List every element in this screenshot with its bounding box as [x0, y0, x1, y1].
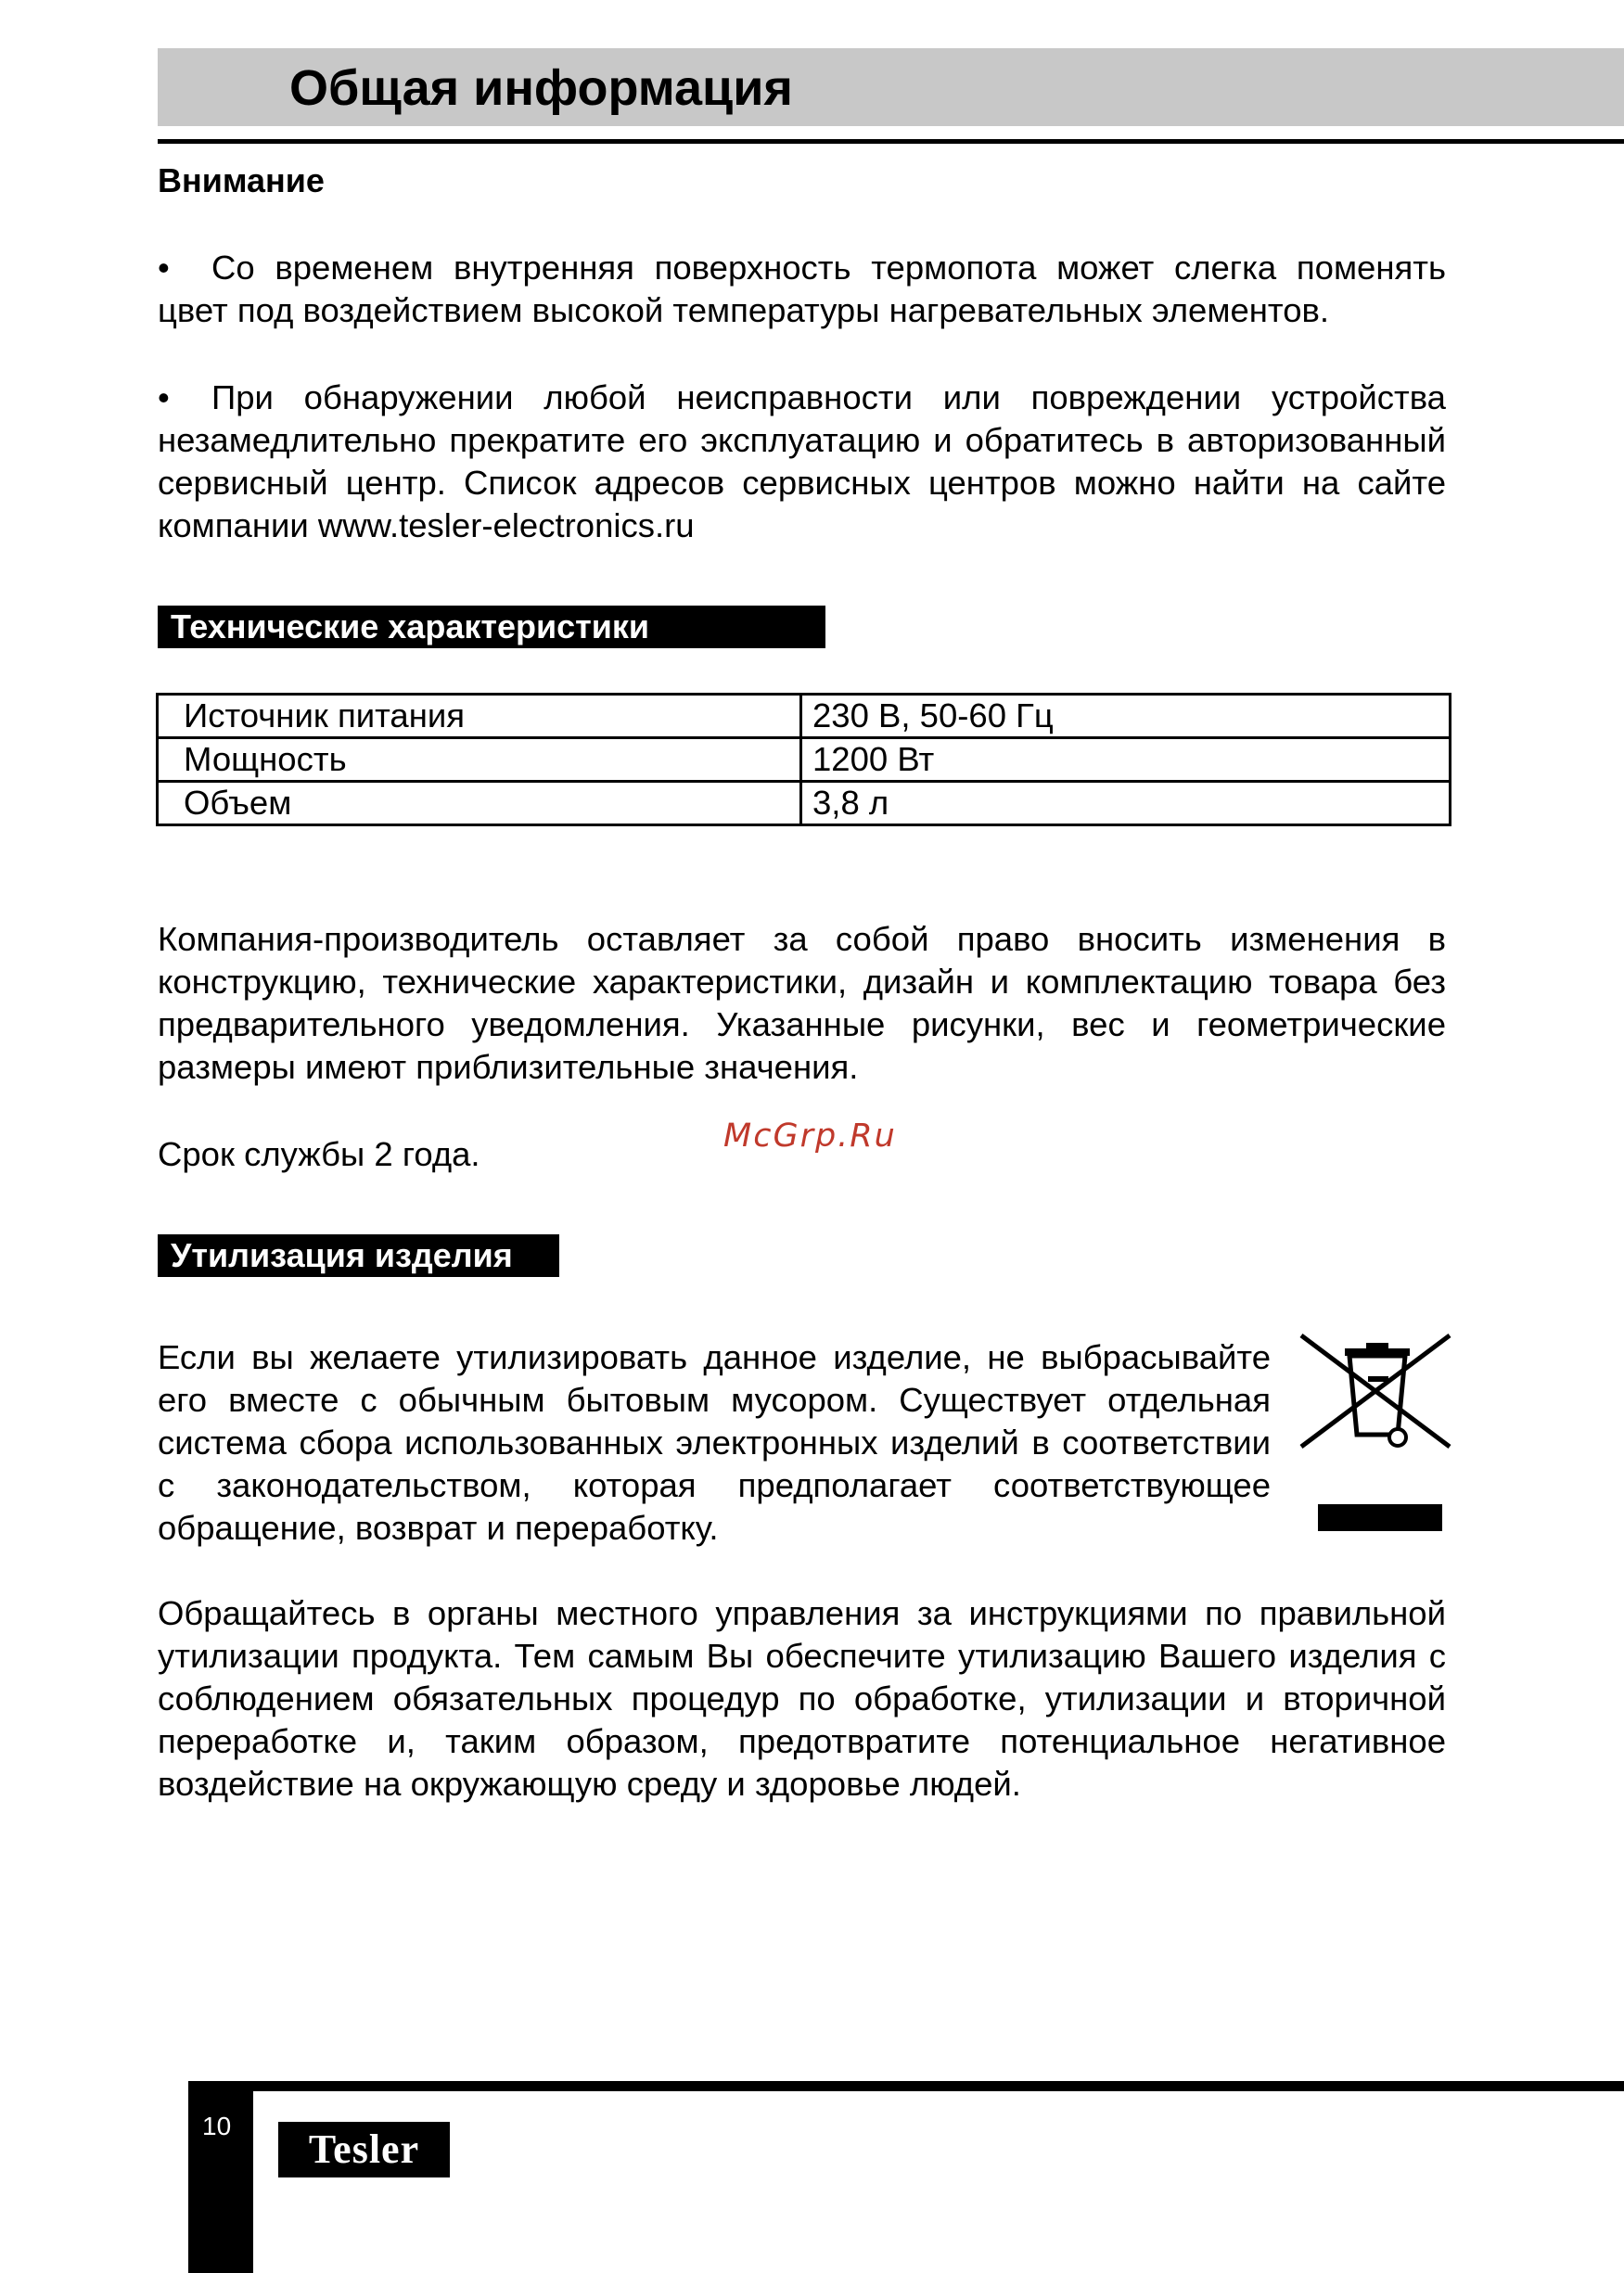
disposal-paragraph-2: Обращайтесь в органы местного управления за инструкциями по правильной утилизации продукта. Тем самым Вы обеспечите утилизацию Вашего изделия с соблюдением обязательных процедур по обработке, утилизации и вторичной переработке и, таким образом, предотвратите потенциальное негативное воздействие на окружающую среду и здоровье людей. — [158, 1594, 1446, 1803]
service-life: Срок службы 2 года. — [158, 1135, 480, 1173]
spec-value: 230 В, 50-60 Гц — [801, 695, 1451, 738]
bullet-icon: • — [158, 378, 170, 416]
table-row — [158, 782, 1451, 825]
page-number: 10 — [202, 2112, 232, 2140]
disposal-heading: Утилизация изделия — [158, 1234, 559, 1277]
attention-bullet-2 — [158, 377, 1446, 547]
page-title: Общая информация — [289, 60, 793, 116]
specs-heading: Технические характеристики — [158, 606, 825, 648]
table-row — [158, 695, 1451, 738]
footer-rule — [188, 2081, 1624, 2091]
table-row — [158, 738, 1451, 782]
header-rule — [158, 139, 1624, 144]
spec-label: Объем — [158, 782, 801, 825]
attention-bullet-1 — [158, 247, 1446, 332]
crossed-out-wheelie-bin-icon — [1294, 1328, 1456, 1453]
brand-logo: Tesler — [278, 2122, 450, 2177]
spec-value: 1200 Вт — [801, 738, 1451, 782]
spec-label: Мощность — [158, 738, 801, 782]
watermark-text: McGrp.Ru — [723, 1117, 897, 1155]
disposal-paragraph-1: Если вы желаете утилизировать данное изделие, не выбрасывайте его вместе с обычным бытовым мусором. Существует отдельная система сбора использованных электронных изделий в соответствии с законодательством, которая предполагает соответствующее обращение, возврат и переработку. — [158, 1338, 1271, 1547]
bullet-icon: • — [158, 249, 170, 287]
manufacturer-notice: Компания-производитель оставляет за собой право вносить изменения в конструкцию, технические характеристики, дизайн и комплектацию товара без предварительного уведомления. Указанные рисунки, вес и геометрические размеры имеют приблизительные значения. — [158, 920, 1446, 1086]
specs-table — [156, 693, 1451, 826]
weee-bar — [1318, 1504, 1442, 1531]
spec-value: 3,8 л — [801, 782, 1451, 825]
attention-heading: Внимание — [158, 161, 325, 199]
bullet-text: При обнаружении любой неисправности или повреждении устройства незамедлительно прекратите его эксплуатацию и обратитесь в авторизованный сервисный центр. Список адресов сервисных центров можно найти на сайте компании www.tesler-electronics.ru — [158, 378, 1446, 544]
spec-label: Источник питания — [158, 695, 801, 738]
bullet-text: Со временем внутренняя поверхность термопота может слегка поменять цвет под воздействием высокой температуры нагревательных элементов. — [158, 249, 1446, 329]
